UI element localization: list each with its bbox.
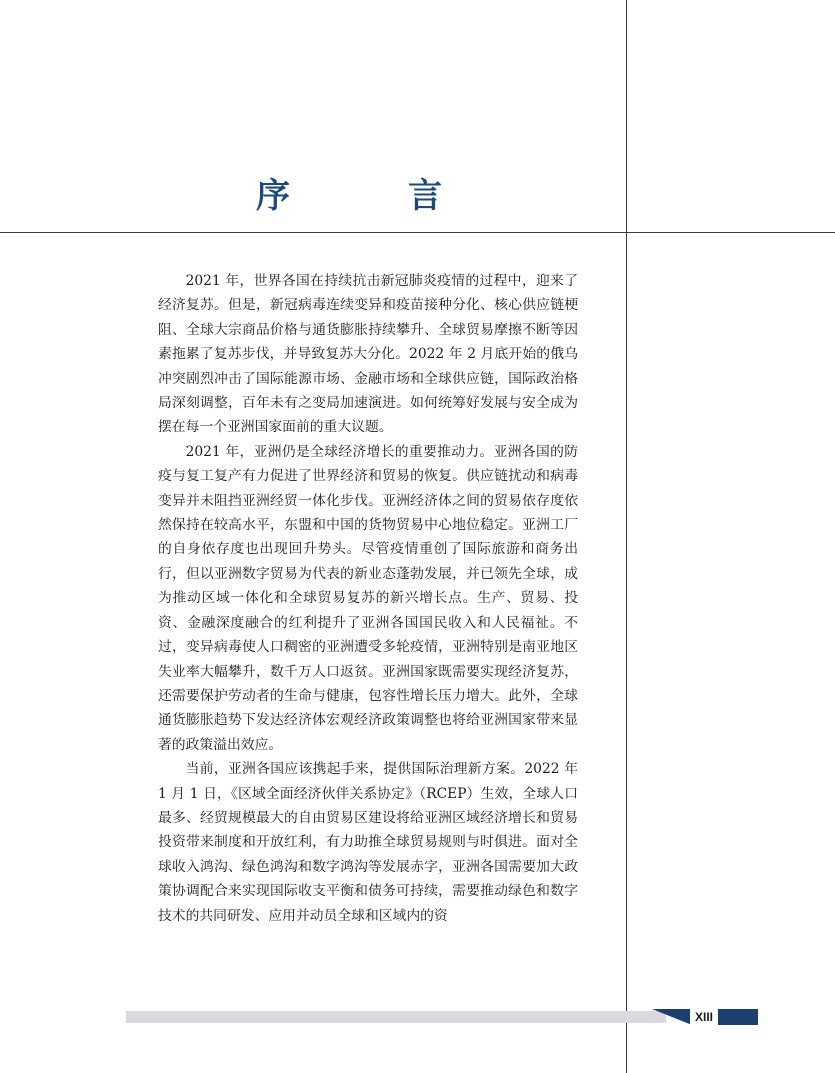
page-number: XIII — [690, 1009, 718, 1025]
vertical-rule — [626, 0, 627, 1073]
page-title: 序 言 — [256, 176, 484, 216]
paragraph: 2021 年，亚洲仍是全球经济增长的重要推动力。亚洲各国的防疫与复工复产有力促进了世界经济和贸易的恢复。供应链扰动和病毒变异并未阻挡亚洲经贸一体化步伐。亚洲经济体之间的贸易依存度依然保持在较高水平，东盟和中国的货物贸易中心地位稳定。亚洲工厂的自身依存度也出现回升势头。尽管疫情重创了国际旅游和商务出行，但以亚洲数字贸易为代表的新业态蓬勃发展，并已领先全球，成为推动区域一体化和全球贸易复苏的新兴增长点。生产、贸易、投资、金融深度融合的红利提升了亚洲各国国民收入和人民福祉。不过，变异病毒使人口稠密的亚洲遭受多轮疫情，亚洲特别是南亚地区失业率大幅攀升，数千万人口返贫。亚洲国家既需要实现经济复苏，还需要保护劳动者的生命与健康，包容性增长压力增大。此外，全球通货膨胀趋势下发达经济体宏观经济政策调整也将给亚洲国家带来显著的政策溢出效应。 — [158, 443, 578, 753]
body-text — [158, 269, 578, 928]
paragraph: 当前，亚洲各国应该携起手来，提供国际治理新方案。2022 年 1 月 1 日，《区域全面经济伙伴关系协定》（RCEP）生效，全球人口最多、经贸规模最大的自由贸易区建设将给亚洲区域经济增长和贸易投资带来制度和开放红利，有力助推全球贸易规则与时俱进。面对全球收入鸿沟、绿色鸿沟和数字鸿沟等发展赤字，亚洲各国需要加大政策协调配合来实现国际收支平衡和债务可持续，需要推动绿色和数字技术的共同研发、应用并动员全球和区域内的资 — [158, 761, 578, 924]
footer-bar — [126, 1011, 666, 1023]
paragraph: 2021 年，世界各国在持续抗击新冠肺炎疫情的过程中，迎来了经济复苏。但是，新冠病毒连续变异和疫苗接种分化、核心供应链梗阻、全球大宗商品价格与通货膨胀持续攀升、全球贸易摩擦不断等因素拖累了复苏步伐，并导致复苏大分化。2022 年 2 月底开始的俄乌冲突剧烈冲击了国际能源市场、金融市场和全球供应链，国际政治格局深刻调整，百年未有之变局加速演进。如何统筹好发展与安全成为摆在每一个亚洲国家面前的重大议题。 — [158, 273, 578, 436]
footer-end-block — [718, 1009, 758, 1025]
horizontal-rule — [0, 232, 835, 233]
